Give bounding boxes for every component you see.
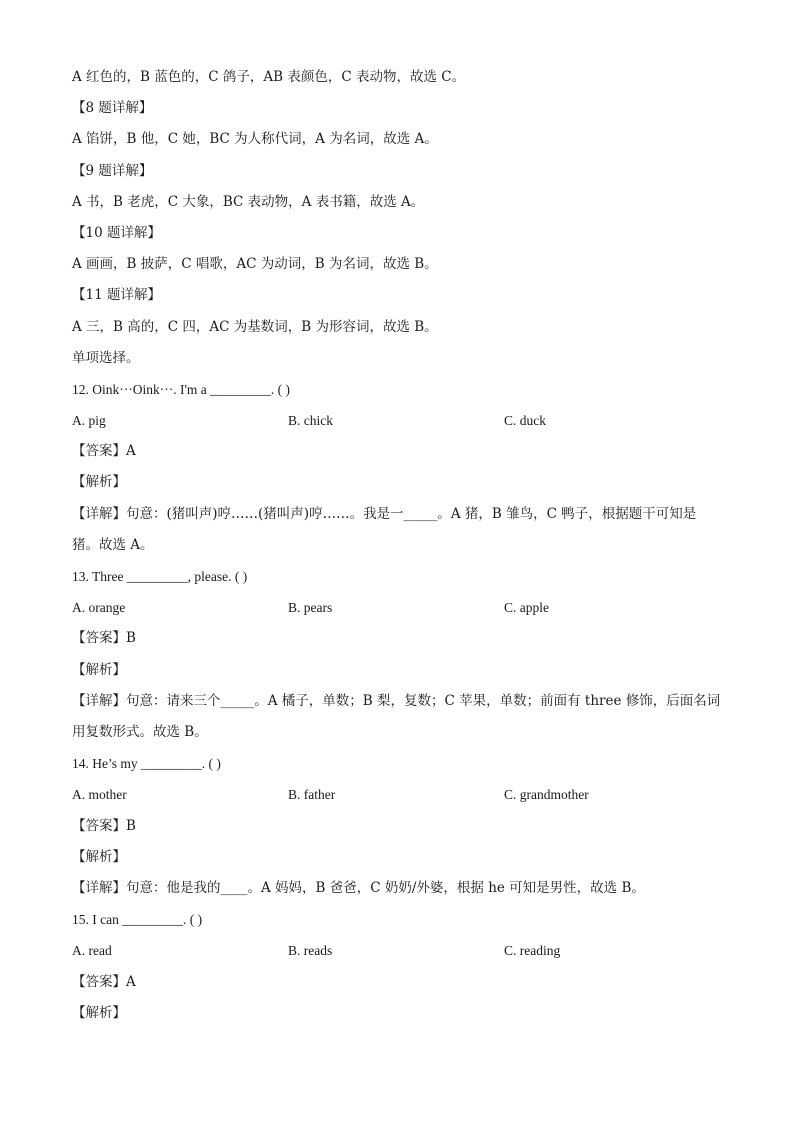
section-title: 单项选择。 [72, 349, 140, 366]
explanation-line-10: A 画画，B 披萨，C 唱歌，AC 为动词，B 为名词，故选 B。 [72, 256, 438, 273]
explanation-line-11: A 三，B 高的，C 四，AC 为基数词，B 为形容词，故选 B。 [72, 318, 438, 335]
option-c: C. grandmother [504, 787, 589, 803]
analysis-heading-12: 【解析】 [72, 474, 126, 491]
option-b: B. pears [288, 600, 333, 616]
option-b: B. chick [288, 413, 333, 429]
option-b: B. reads [288, 943, 333, 959]
option-a: A. read [72, 943, 112, 959]
detail-heading-10: 【10 题详解】 [72, 224, 161, 241]
question-stem-12: 12. Oink···Oink···. I'm a _________. ( ) [72, 381, 291, 397]
question-stem-14: 14. He’s my _________. ( ) [72, 756, 221, 772]
option-a: A. mother [72, 787, 127, 803]
analysis-heading-15: 【解析】 [72, 1004, 126, 1021]
options-row-12 [72, 405, 722, 436]
options-row-15 [72, 935, 722, 966]
option-c: C. apple [504, 600, 549, 616]
answer-line-14: 【答案】B [72, 817, 136, 834]
option-c: C. reading [504, 943, 561, 959]
option-c: C. duck [504, 413, 546, 429]
options-row-13 [72, 592, 722, 623]
detail-text-14: 【详解】句意：他是我的____。A 妈妈，B 爸爸，C 奶奶/外婆，根据 he 可知是男性，故选 B。 [72, 879, 645, 896]
question-stem-13: 13. Three _________, please. ( ) [72, 569, 248, 585]
explanation-line-8: A 馅饼，B 他，C 她，BC 为人称代词，A 为名词，故选 A。 [72, 131, 438, 148]
explanation-line-9: A 书，B 老虎，C 大象，BC 表动物，A 表书籍，故选 A。 [72, 193, 425, 210]
detail-heading-11: 【11 题详解】 [72, 287, 161, 304]
explanation-line-7: A 红色的，B 蓝色的，C 鸽子，AB 表颜色，C 表动物，故选 C。 [72, 69, 466, 85]
option-a: A. pig [72, 413, 106, 429]
detail-heading-9: 【9 题详解】 [72, 162, 153, 179]
question-stem-15: 15. I can _________. ( ) [72, 912, 203, 928]
document-page [72, 62, 722, 1029]
option-a: A. orange [72, 600, 126, 616]
detail-text-13: 【详解】句意：请来三个_____。A 橘子，单数；B 梨，复数；C 苹果，单数；前面有 three 修饰，后面名词用复数形式。故选 B。 [72, 692, 721, 740]
options-row-14 [72, 779, 722, 810]
answer-line-12: 【答案】A [72, 443, 136, 460]
analysis-heading-13: 【解析】 [72, 661, 126, 678]
analysis-heading-14: 【解析】 [72, 848, 126, 865]
detail-heading-8: 【8 题详解】 [72, 100, 153, 117]
answer-line-15: 【答案】A [72, 973, 136, 990]
answer-line-13: 【答案】B [72, 630, 136, 647]
detail-text-12: 【详解】句意：(猪叫声)哼……(猪叫声)哼……。我是一_____。A 猪，B 雏鸟，C 鸭子，根据题干可知是猪。故选 A。 [72, 505, 697, 553]
option-b: B. father [288, 787, 336, 803]
